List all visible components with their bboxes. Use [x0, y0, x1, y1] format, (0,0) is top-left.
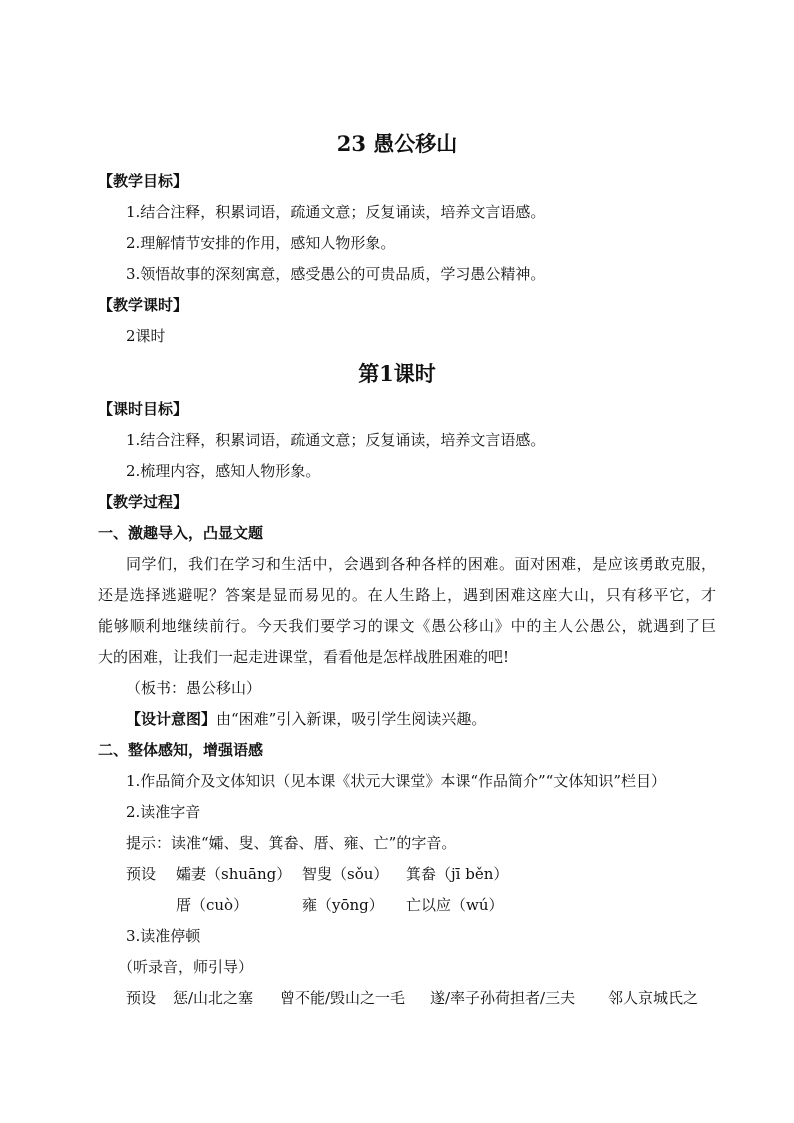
design-intent-text: 由“困难”引入新课，吸引学生阅读兴趣。: [216, 710, 487, 728]
goal-item: 2.理解情节安排的作用，感知人物形象。: [126, 234, 396, 252]
pause-item: 遂/率子孙荷担者/三夫: [430, 989, 576, 1007]
period-goals-heading: 【课时目标】: [98, 400, 189, 418]
pause-item: 邻人京城氏之: [608, 989, 699, 1007]
paragraph-line: 大的困难，让我们一起走进课堂，看看他是怎样战胜困难的吧!: [98, 648, 510, 666]
hours-value: 2课时: [126, 327, 166, 345]
board-note: （板书：愚公移山）: [126, 679, 262, 697]
pronunciation-hint: 提示：读准“孀、叟、箕畚、厝、雍、亡”的字音。: [126, 834, 457, 852]
goal-item: 1.结合注释，积累词语，疏通文意；反复诵读，培养文言语感。: [126, 203, 546, 221]
section2-heading: 二、整体感知，增强语感: [98, 741, 264, 759]
period-goal-item: 1.结合注释，积累词语，疏通文意；反复诵读，培养文言语感。: [126, 431, 546, 449]
design-intent: [126, 709, 486, 729]
pause-item: 曾不能/毁山之一毛: [280, 989, 406, 1007]
pronunciation-item: 厝（cuò）: [176, 896, 249, 914]
section2-item: 3.读准停顿: [126, 927, 201, 945]
goal-item: 3.领悟故事的深刻寓意，感受愚公的可贵品质，学习愚公精神。: [126, 265, 546, 283]
paragraph-line: 同学们，我们在学习和生活中，会遇到各种各样的困难。面对困难，是应该勇敢克服，: [126, 555, 716, 573]
paragraph-line: 能够顺利地继续前行。今天我们要学习的课文《愚公移山》中的主人公愚公，就遇到了巨: [98, 617, 716, 635]
listen-note: （听录音，师引导）: [118, 958, 254, 976]
pause-preset-label: 预设: [126, 989, 157, 1007]
pronunciation-item: 雍（yōng）: [302, 896, 384, 914]
pause-item: 惩/山北之塞: [173, 989, 254, 1007]
lesson-title: 23 愚公移山: [336, 131, 458, 156]
pronunciation-item: 亡以应（wú）: [406, 896, 504, 914]
section2-item: 1.作品简介及文体知识（见本课《状元大课堂》本课“作品简介”“文体知识”栏目）: [126, 772, 666, 790]
preset-label: 预设: [126, 865, 157, 883]
period-goal-item: 2.梳理内容，感知人物形象。: [126, 462, 321, 480]
goals-heading: 【教学目标】: [98, 172, 189, 190]
pronunciation-item: 智叟（sǒu）: [302, 865, 389, 883]
pronunciation-item: 箕畚（jī běn）: [406, 865, 509, 883]
section1-heading: 一、激趣导入，凸显文题: [98, 524, 264, 542]
section2-item: 2.读准字音: [126, 803, 201, 821]
period-title: 第1课时: [358, 361, 436, 386]
hours-heading: 【教学课时】: [98, 296, 189, 314]
pronunciation-item: 孀妻（shuāng）: [176, 865, 292, 883]
design-intent-label: 【设计意图】: [126, 710, 217, 728]
process-heading: 【教学过程】: [98, 493, 189, 511]
paragraph-line: 还是选择逃避呢？答案是显而易见的。在人生路上，遇到困难这座大山，只有移平它，才: [98, 586, 716, 604]
